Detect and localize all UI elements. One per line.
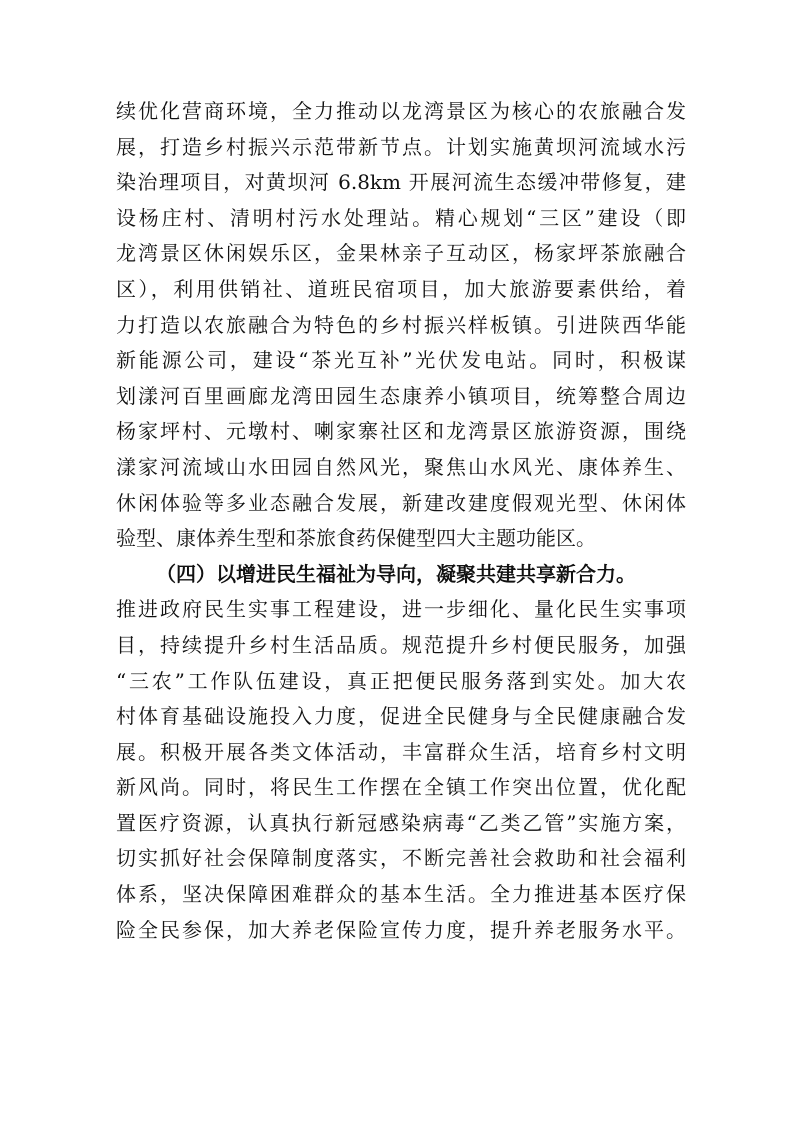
text-line: 村体育基础设施投入力度，促进全民健身与全民健康融合发 [116, 704, 686, 729]
text-line: 续优化营商环境，全力推动以龙湾景区为核心的农旅融合发 [116, 99, 686, 123]
text-line: 体系，坚决保障困难群众的基本生活。全力推进基本医疗保 [116, 882, 686, 907]
text-line: 力打造以农旅融合为特色的乡村振兴样板镇。引进陕西华能 [116, 312, 686, 337]
text-line: 验型、康体养生型和茶旅食药保健型四大主题功能区。 [116, 526, 596, 551]
text-line: 新能源公司，建设“茶光互补”光伏发电站。同时，积极谋 [116, 348, 686, 373]
text-line: 区），利用供销社、道班民宿项目，加大旅游要素供给，着 [116, 276, 686, 301]
text-line: 设杨庄村、清明村污水处理站。精心规划“三区”建设（即 [116, 205, 686, 230]
text-line: 目，持续提升乡村生活品质。规范提升乡村便民服务，加强 [116, 632, 686, 657]
text-line: 染治理项目，对黄坝河 6.8km 开展河流生态缓冲带修复，建 [116, 170, 686, 195]
text-line: 险全民参保，加大养老保险宣传力度，提升养老服务水平。 [116, 917, 686, 942]
text-line: 展，打造乡村振兴示范带新节点。计划实施黄坝河流域水污 [116, 134, 686, 159]
text-line: 龙湾景区休闲娱乐区，金果林亲子互动区，杨家坪茶旅融合 [116, 241, 686, 266]
text-line: 展。积极开展各类文体活动，丰富群众生活，培育乡村文明 [116, 739, 686, 764]
text-line: 置医疗资源，认真执行新冠感染病毒“乙类乙管”实施方案， [116, 810, 686, 835]
text-line: 休闲体验等多业态融合发展，新建改建度假观光型、休闲体 [116, 490, 686, 515]
document-body [116, 94, 686, 948]
text-line: 杨家坪村、元墩村、喇家寨社区和龙湾景区旅游资源，围绕 [116, 419, 686, 444]
text-line: 切实抓好社会保障制度落实，不断完善社会救助和社会福利 [116, 846, 686, 871]
text-line: 推进政府民生实事工程建设，进一步细化、量化民生实事项 [116, 597, 686, 622]
text-line: 新风尚。同时，将民生工作摆在全镇工作突出位置，优化配 [116, 775, 686, 800]
text-line: 划漾河百里画廊龙湾田园生态康养小镇项目，统筹整合周边 [116, 383, 686, 408]
text-line: 漾家河流域山水田园自然风光，聚焦山水风光、康体养生、 [116, 454, 686, 479]
section-heading: （四）以增进民生福祉为导向，凝聚共建共享新合力。 [156, 561, 636, 586]
text-line: “三农”工作队伍建设，真正把便民服务落到实处。加大农 [116, 668, 686, 693]
